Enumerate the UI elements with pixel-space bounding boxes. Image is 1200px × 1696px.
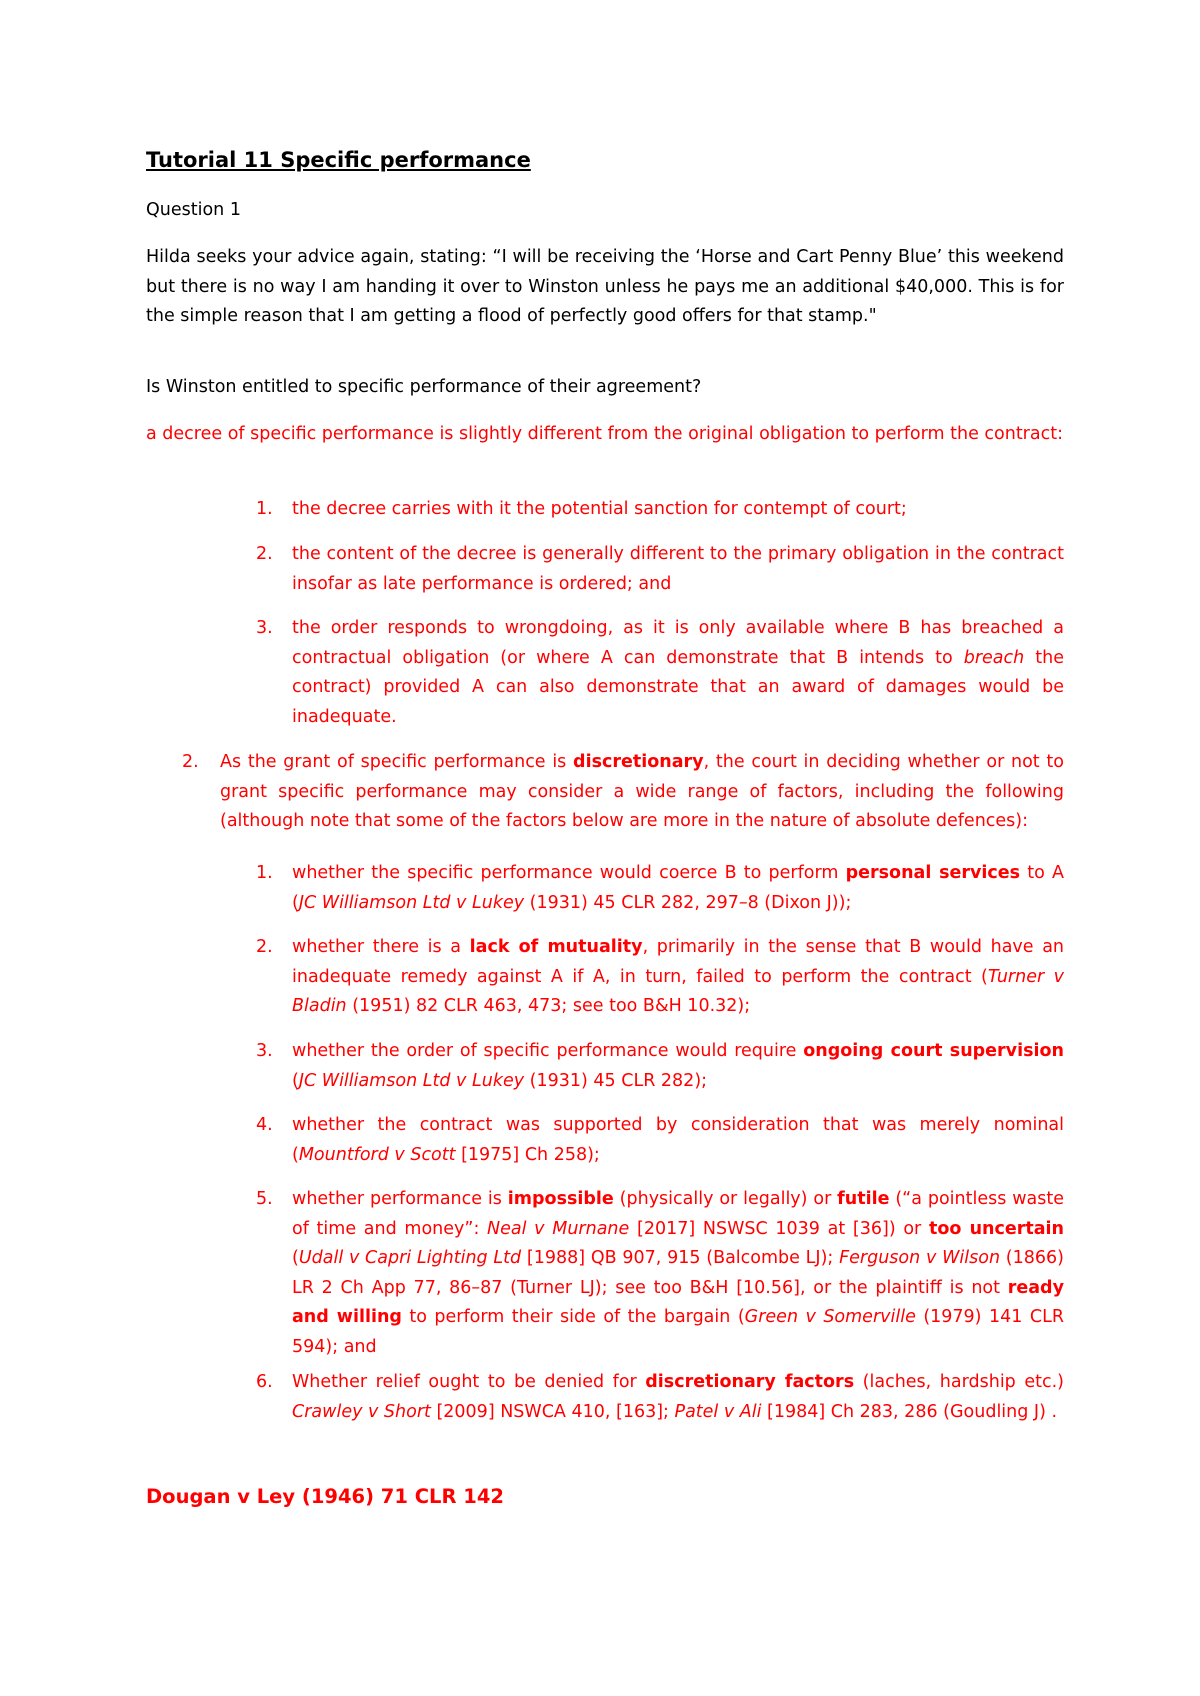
list-text — [292, 1111, 1064, 1170]
list-text — [292, 859, 1064, 918]
list-number: 2. — [256, 544, 273, 564]
emphasis-text: futile — [837, 1189, 890, 1209]
text-run: whether performance is — [292, 1189, 508, 1209]
list-number: 3. — [256, 618, 273, 638]
list-text: As the grant of specific performance is discretionary, the court in deciding whether or not to grant specific performance may consider a wide range of factors, including the following (although note that some of the factors below are more in the nature of absolute defences): — [220, 752, 1064, 831]
text-run: to perform their side of the bargain ( — [401, 1307, 745, 1327]
question-label: Question 1 — [146, 200, 241, 220]
list-text — [292, 1185, 1064, 1362]
page-title: Tutorial 11 Specific performance — [146, 148, 531, 172]
case-citation: Patel v Ali — [674, 1401, 762, 1422]
case-citation: Green v Somerville — [744, 1307, 916, 1327]
text-run: (physically or legally) or — [613, 1189, 838, 1209]
text-run: [1975] Ch 258); — [455, 1144, 600, 1165]
emphasis-text: impossible — [507, 1189, 614, 1209]
list-text: the content of the decree is generally different to the primary obligation in the contract insofar as late performance is ordered; and — [292, 544, 1064, 594]
list-text — [292, 1368, 1064, 1427]
list-number: 4. — [256, 1115, 273, 1135]
list-text — [292, 933, 1064, 1022]
text-run: [2017] NSWSC 1039 at [36]) or — [629, 1218, 929, 1239]
text-run: whether the contract was supported by consideration that was merely nominal ( — [292, 1115, 1064, 1165]
emphasis-text: personal services — [845, 863, 1021, 883]
text-run: (1931) 45 CLR 282, 297–8 (Dixon J)); — [524, 892, 852, 913]
emphasis-text: ongoing court supervision — [803, 1041, 1064, 1061]
emphasis-text: lack of mutuality — [469, 937, 643, 957]
text-run: whether the order of specific performance would require — [292, 1041, 804, 1061]
text-run: whether the specific performance would coerce B to perform — [292, 863, 846, 883]
list-text — [292, 1037, 1064, 1096]
text-run: [1988] QB 907, 915 (Balcombe LJ); — [521, 1248, 840, 1268]
case-citation: JC Williamson Ltd v Lukey — [298, 1070, 525, 1091]
text-run: (1931) 45 CLR 282); — [524, 1070, 708, 1091]
text-run: to A ( — [292, 863, 1064, 913]
emphasis-text: too uncertain — [928, 1218, 1065, 1239]
list-number: 3. — [256, 1041, 273, 1061]
case-citation: Turner v Bladin — [292, 966, 1064, 1016]
case-citation: Udall v Capri Lighting Ltd — [298, 1248, 522, 1268]
list-number: 2. — [256, 937, 273, 957]
list-number: 1. — [256, 499, 273, 519]
text-run: (1866) LR 2 Ch App 77, 86–87 (Turner LJ); see too B&H [10.56], or the plaintiff is not — [292, 1248, 1064, 1298]
text-run: [1984] Ch 283, 286 (Goudling J) . — [761, 1401, 1058, 1422]
text-run: , primarily in the sense that B would have an inadequate remedy against A if A, in turn, failed to perform the contract ( — [292, 937, 1065, 987]
scenario-paragraph: Hilda seeks your advice again, stating: “I will be receiving the ‘Horse and Cart Penny Blue’ this weekend but there is no way I am handing it over to Winston unless he pays me an additional $40,000. This is for the simple reason that I am getting a flood of perfectly good offers for that stamp." — [146, 247, 1064, 326]
list-number: 5. — [256, 1189, 273, 1209]
text-run: whether there is a — [292, 937, 470, 957]
case-citation: JC Williamson Ltd v Lukey — [298, 892, 525, 913]
text-run: [2009] NSWCA 410, [163]; — [430, 1401, 675, 1422]
list-text: the order responds to wrongdoing, as it is only available where B has breached a contractual obligation (or where A can demonstrate that B intends to breach the contract) provided A can also demonstrate that an award of damages would be inadequate. — [292, 618, 1064, 727]
case-citation: Mountford v Scott — [298, 1144, 456, 1165]
text-run: (1951) 82 CLR 463, 473; see too B&H 10.32); — [346, 996, 751, 1016]
question-text: Is Winston entitled to specific performance of their agreement? — [146, 377, 702, 397]
list-text: the decree carries with it the potential sanction for contempt of court; — [292, 499, 907, 519]
case-citation: Crawley v Short — [292, 1401, 431, 1422]
list-number: 1. — [256, 863, 273, 883]
list-number: 6. — [256, 1372, 273, 1392]
list-number: 2. — [182, 752, 199, 772]
text-run: (1979) 141 CLR 594); and — [292, 1307, 1064, 1357]
text-run: Whether relief ought to be denied for — [292, 1372, 646, 1392]
text-run: ( — [292, 1070, 299, 1091]
emphasis-text: ready and willing — [292, 1277, 1064, 1327]
case-heading: Dougan v Ley (1946) 71 CLR 142 — [146, 1485, 504, 1508]
text-run: (“a pointless waste of time and money”: — [292, 1189, 1064, 1239]
case-citation: Neal v Murnane — [487, 1218, 630, 1239]
text-run: (laches, hardship etc.) — [854, 1372, 1064, 1392]
answer-intro: a decree of specific performance is slightly different from the original obligation to perform the contract: — [146, 424, 1063, 444]
emphasis-text: discretionary factors — [645, 1372, 855, 1392]
case-citation: Ferguson v Wilson — [839, 1248, 1001, 1268]
text-run: ( — [292, 1248, 299, 1268]
